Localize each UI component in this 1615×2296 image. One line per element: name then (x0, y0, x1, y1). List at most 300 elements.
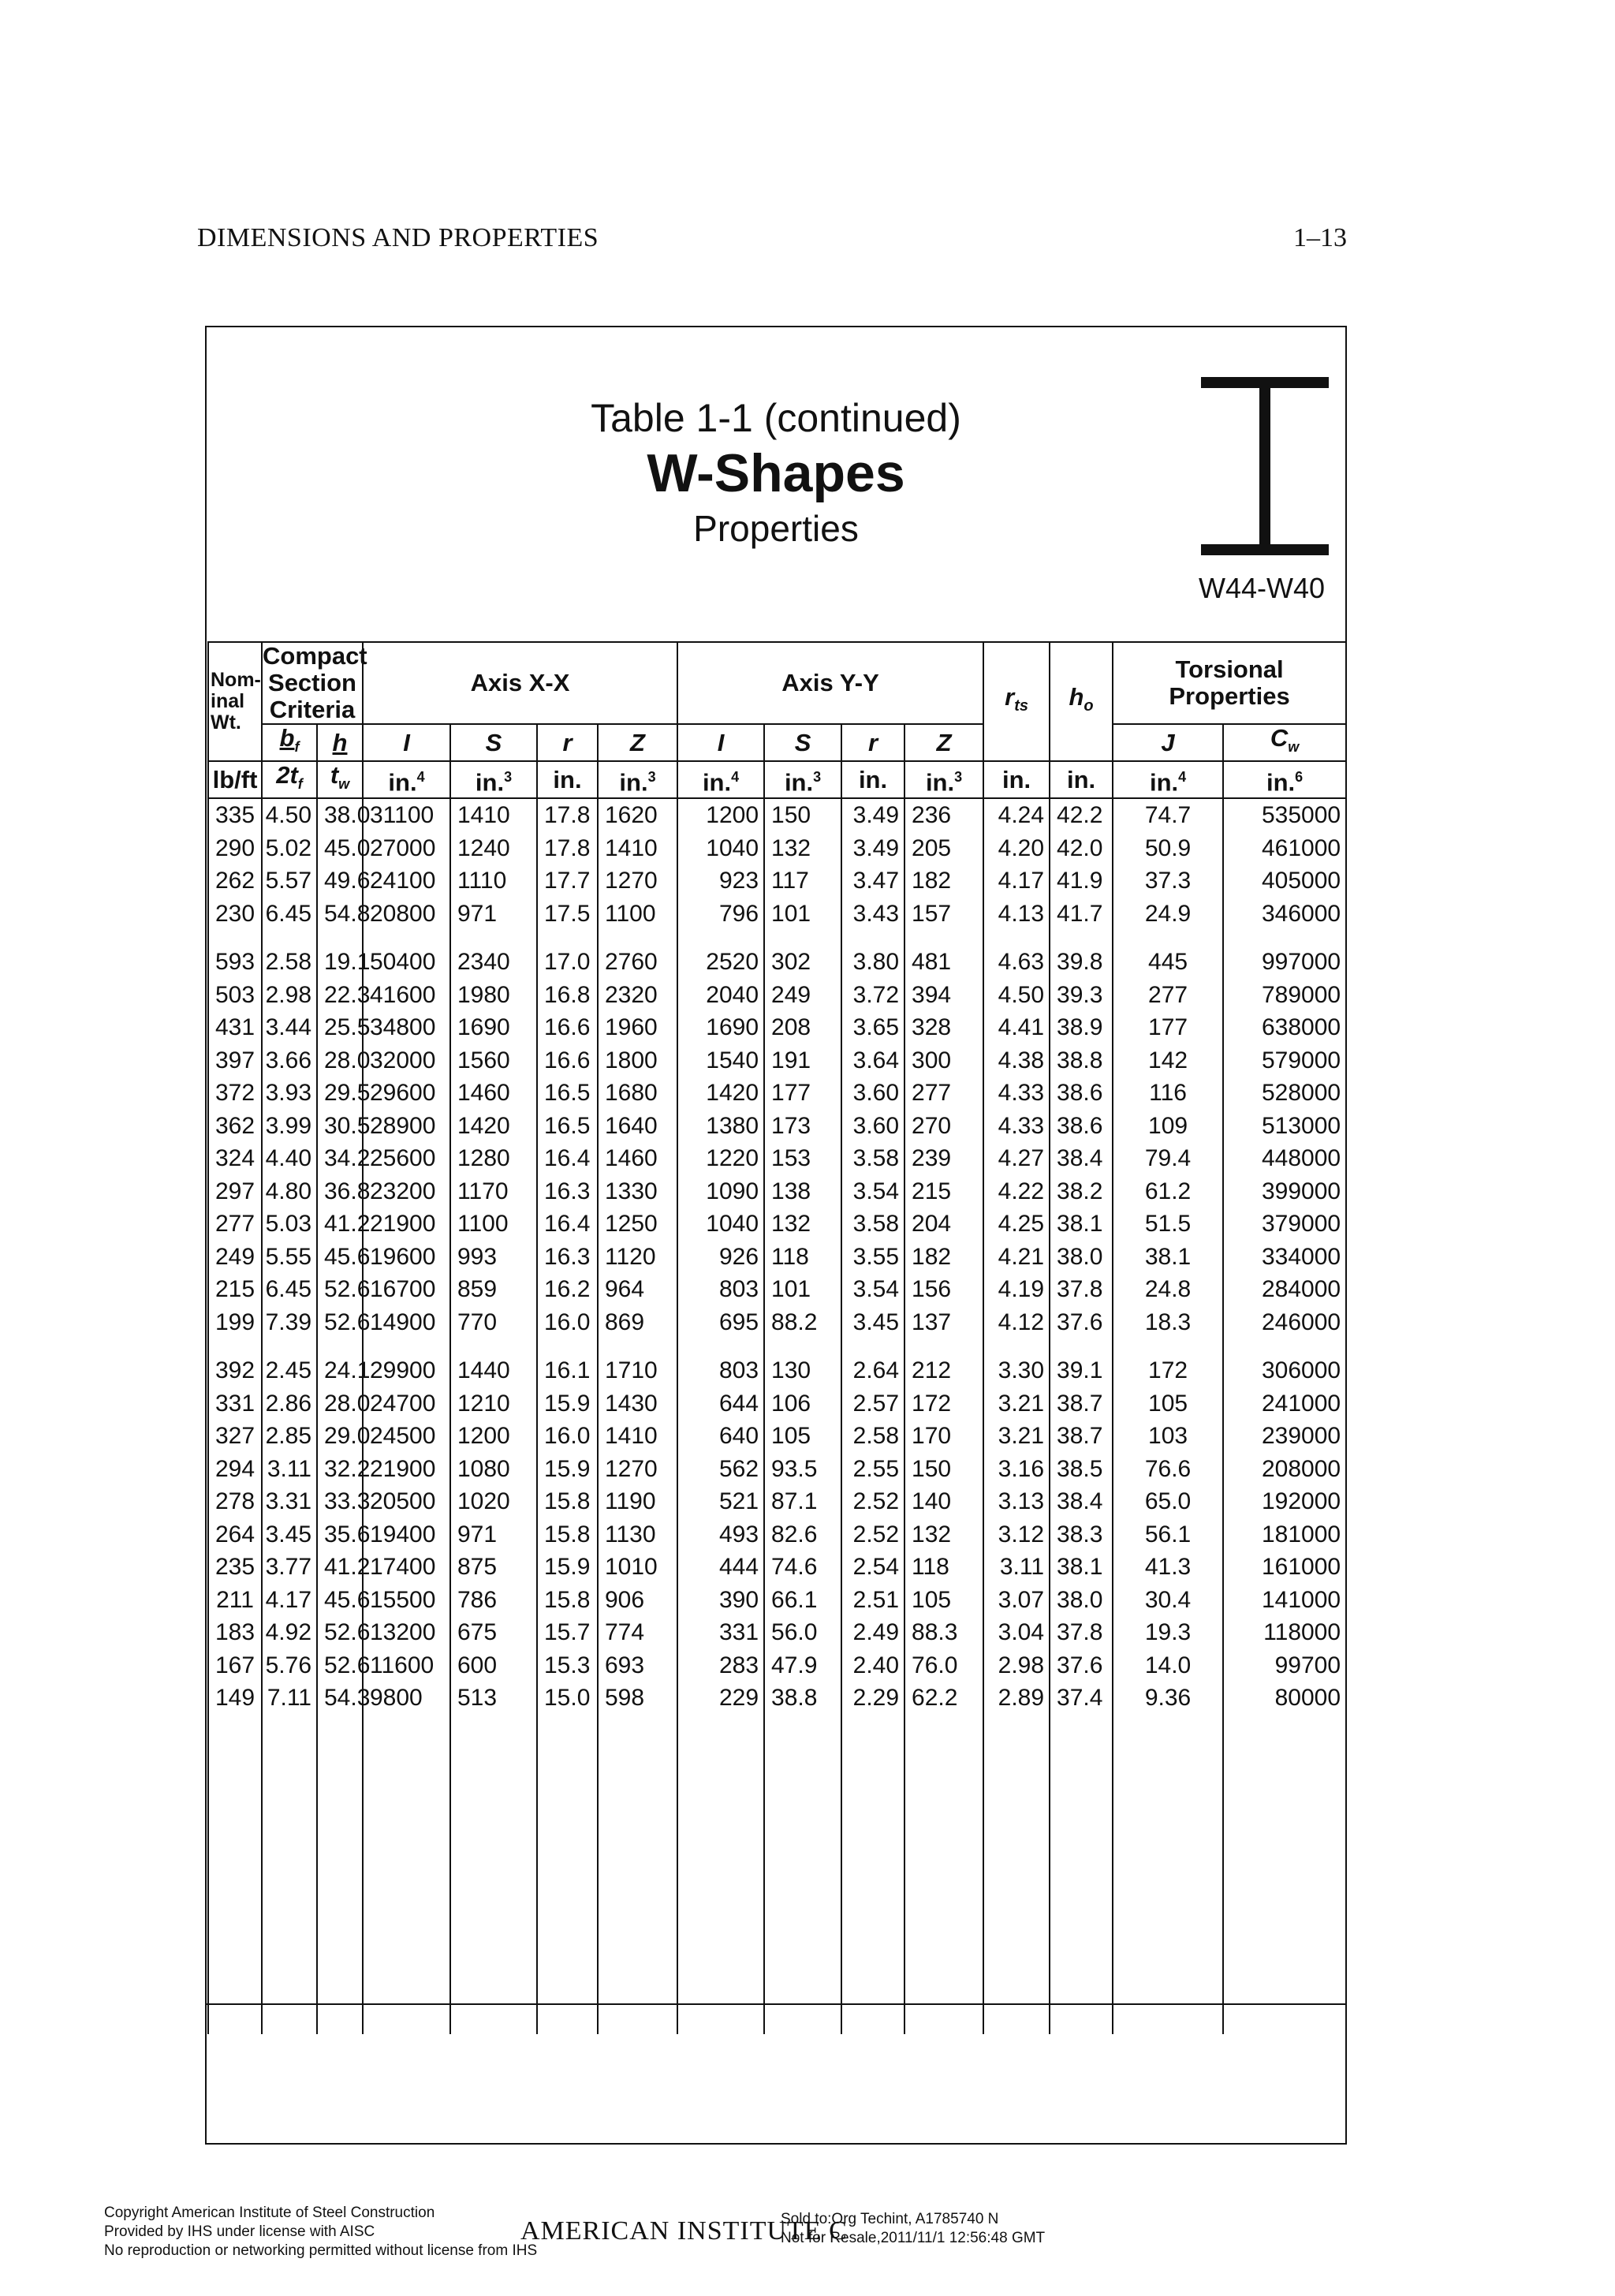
table-cell: 3.60 (841, 1077, 904, 1110)
table-cell: 132 (764, 1208, 841, 1241)
table-cell: 38.2 (1050, 1175, 1113, 1208)
table-cell: 324 (208, 1142, 262, 1175)
table-cell: 3.72 (841, 979, 904, 1012)
table-cell: 38.4 (1050, 1485, 1113, 1518)
table-row (208, 864, 1346, 898)
table-row (208, 1616, 1346, 1649)
table-cell: 106 (764, 1387, 841, 1421)
table-cell: 327 (208, 1420, 262, 1453)
table-cell: 21900 (363, 1208, 450, 1241)
table-cell: 335 (208, 798, 262, 832)
table-cell: 15.9 (537, 1551, 598, 1584)
table-cell: 1210 (450, 1387, 537, 1421)
table-cell: 38.0 (1050, 1584, 1113, 1617)
table-cell: 1430 (598, 1387, 677, 1421)
table-cell: 30.4 (1113, 1584, 1223, 1617)
table-cell: 3.21 (983, 1420, 1050, 1453)
table-cell: 796 (677, 898, 764, 931)
table-cell: 278 (208, 1485, 262, 1518)
table-cell: 277 (208, 1208, 262, 1241)
copyright-line: Provided by IHS under license with AISC (104, 2223, 375, 2240)
table-cell: 300 (904, 1044, 983, 1077)
table-cell: 173 (764, 1110, 841, 1143)
table-cell: 2.45 (262, 1354, 317, 1387)
table-row (208, 1110, 1346, 1143)
table-cell: 157 (904, 898, 983, 931)
table-cell: 971 (450, 898, 537, 931)
table-cell: 23200 (363, 1175, 450, 1208)
table-cell: 1090 (677, 1175, 764, 1208)
table-row (208, 1649, 1346, 1682)
table-cell: 2340 (450, 946, 537, 979)
table-cell: 150 (764, 798, 841, 832)
table-cell: 18.3 (1113, 1306, 1223, 1339)
table-cell: 379000 (1223, 1208, 1346, 1241)
table-row (208, 1044, 1346, 1077)
table-cell: 2520 (677, 946, 764, 979)
table-cell: 29900 (363, 1354, 450, 1387)
table-cell: 132 (904, 1518, 983, 1551)
table-cell: 1540 (677, 1044, 764, 1077)
table-cell: 204 (904, 1208, 983, 1241)
table-cell: 1240 (450, 832, 537, 865)
table-cell: 1980 (450, 979, 537, 1012)
table-cell: 76.6 (1113, 1453, 1223, 1486)
col-iy: I (677, 724, 764, 761)
table-cell: 4.92 (262, 1616, 317, 1649)
table-cell: 99700 (1223, 1649, 1346, 1682)
table-cell: 1010 (598, 1551, 677, 1584)
table-cell: 1460 (450, 1077, 537, 1110)
table-cell: 42.0 (1050, 832, 1113, 865)
table-title: W-Shapes (647, 443, 905, 503)
table-cell: 19400 (363, 1518, 450, 1551)
table-cell: 3.43 (841, 898, 904, 931)
table-cell: 521 (677, 1485, 764, 1518)
table-cell: 31100 (363, 798, 450, 832)
table-cell: 3.21 (983, 1387, 1050, 1421)
table-row (208, 1453, 1346, 1486)
table-cell: 137 (904, 1306, 983, 1339)
table-cell: 38.1 (1050, 1551, 1113, 1584)
table-row (208, 979, 1346, 1012)
table-cell: 444 (677, 1551, 764, 1584)
table-cell: 3.54 (841, 1273, 904, 1306)
sold-line: Not for Resale,2011/11/1 12:56:48 GMT (781, 2230, 1046, 2246)
table-row (208, 1584, 1346, 1617)
table-cell: 138 (764, 1175, 841, 1208)
unit-tw: $t_w$ (317, 761, 363, 798)
table-cell: 38.6 (1050, 1110, 1113, 1143)
w-shape-icon (1201, 377, 1329, 555)
table-cell: 4.33 (983, 1110, 1050, 1143)
table-cell: 37.8 (1050, 1616, 1113, 1649)
col-zx: Z (598, 724, 677, 761)
table-row (208, 1241, 1346, 1274)
table-cell: 39.8 (1050, 946, 1113, 979)
table-cell: 150 (904, 1453, 983, 1486)
table-cell: 4.50 (262, 798, 317, 832)
table-cell: 562 (677, 1453, 764, 1486)
table-cell: 1110 (450, 864, 537, 898)
table-cell: 24500 (363, 1420, 450, 1453)
table-cell: 1330 (598, 1175, 677, 1208)
col-compact-section: Compact Section Criteria (263, 642, 367, 723)
table-cell: 39.3 (1050, 979, 1113, 1012)
table-cell: 38.7 (1050, 1420, 1113, 1453)
table-cell: 1220 (677, 1142, 764, 1175)
table-row (208, 946, 1346, 979)
table-cell: 1040 (677, 1208, 764, 1241)
table-cell: 105 (904, 1584, 983, 1617)
table-cell: 32000 (363, 1044, 450, 1077)
table-cell: 1080 (450, 1453, 537, 1486)
shape-range: W44-W40 (1198, 572, 1326, 604)
table-cell: 230 (208, 898, 262, 931)
table-cell: 283 (677, 1649, 764, 1682)
table-cell: 22.3 (317, 979, 363, 1012)
table-cell: 38.4 (1050, 1142, 1113, 1175)
table-cell: 448000 (1223, 1142, 1346, 1175)
table-cell: 74.6 (764, 1551, 841, 1584)
table-cell: 192000 (1223, 1485, 1346, 1518)
table-cell: 2.58 (841, 1420, 904, 1453)
table-cell: 16.5 (537, 1077, 598, 1110)
table-row (208, 1208, 1346, 1241)
table-cell: 4.13 (983, 898, 1050, 931)
table-cell: 297 (208, 1175, 262, 1208)
table-cell: 277 (904, 1077, 983, 1110)
table-cell: 87.1 (764, 1485, 841, 1518)
table-title-block (205, 394, 1347, 552)
table-cell: 153 (764, 1142, 841, 1175)
unit-ry: in. (841, 761, 904, 798)
table-cell: 156 (904, 1273, 983, 1306)
col-axis-y: Axis Y-Y (677, 642, 983, 724)
col-cw: $C_w$ (1223, 724, 1346, 761)
table-cell: 93.5 (764, 1453, 841, 1486)
table-cell: 17.8 (537, 832, 598, 865)
table-cell: 117 (764, 864, 841, 898)
col-axis-x: Axis X-X (363, 642, 677, 724)
table-cell: 2.49 (841, 1616, 904, 1649)
col-ho: $h_o$ (1050, 642, 1113, 761)
table-cell: 16.0 (537, 1420, 598, 1453)
table-cell: 1100 (598, 898, 677, 931)
table-cell: 118 (904, 1551, 983, 1584)
unit-ix: in.$^4$ (363, 761, 450, 798)
table-cell: 1020 (450, 1485, 537, 1518)
table-cell: 5.76 (262, 1649, 317, 1682)
table-cell: 16.6 (537, 1011, 598, 1044)
table-cell: 390 (677, 1584, 764, 1617)
table-cell: 1200 (450, 1420, 537, 1453)
table-cell: 142 (1113, 1044, 1223, 1077)
table-cell: 19.1 (317, 946, 363, 979)
table-cell: 1680 (598, 1077, 677, 1110)
table-cell: 789000 (1223, 979, 1346, 1012)
copyright-line: No reproduction or networking permitted without license from IHS (104, 2242, 538, 2259)
table-cell: 6.45 (262, 1273, 317, 1306)
table-cell: 4.38 (983, 1044, 1050, 1077)
table-cell: 6.45 (262, 898, 317, 931)
table-cell: 3.47 (841, 864, 904, 898)
table-cell: 2.52 (841, 1518, 904, 1551)
table-cell: 101 (764, 898, 841, 931)
col-torsional: Torsional Properties (1113, 642, 1346, 724)
unit-lbft: lb/ft (208, 761, 262, 798)
table-footer-rule (205, 2003, 1347, 2005)
table-cell: 644 (677, 1387, 764, 1421)
table-cell: 2.58 (262, 946, 317, 979)
table-cell: 42.2 (1050, 798, 1113, 832)
table-cell: 118000 (1223, 1616, 1346, 1649)
table-cell: 640 (677, 1420, 764, 1453)
table-cell: 249 (764, 979, 841, 1012)
unit-ho: in. (1050, 761, 1113, 798)
table-row (208, 1518, 1346, 1551)
table-cell: 239000 (1223, 1420, 1346, 1453)
table-cell: 5.03 (262, 1208, 317, 1241)
table-cell: 2320 (598, 979, 677, 1012)
table-cell: 9800 (363, 1682, 450, 1715)
table-cell: 3.65 (841, 1011, 904, 1044)
table-cell: 1250 (598, 1208, 677, 1241)
table-cell: 14.0 (1113, 1649, 1223, 1682)
table-cell: 16.4 (537, 1142, 598, 1175)
col-rx: r (537, 724, 598, 761)
table-cell: 16.0 (537, 1306, 598, 1339)
table-cell: 208000 (1223, 1453, 1346, 1486)
table-cell: 306000 (1223, 1354, 1346, 1387)
running-header: DIMENSIONS AND PROPERTIES (197, 223, 599, 252)
table-cell: 3.04 (983, 1616, 1050, 1649)
table-cell: 15.8 (537, 1584, 598, 1617)
table-cell: 331 (677, 1616, 764, 1649)
table-cell: 50400 (363, 946, 450, 979)
table-cell: 1690 (450, 1011, 537, 1044)
table-cell: 30.5 (317, 1110, 363, 1143)
table-cell: 56.1 (1113, 1518, 1223, 1551)
table-cell: 80000 (1223, 1682, 1346, 1715)
table-cell: 461000 (1223, 832, 1346, 865)
table-cell: 215 (208, 1273, 262, 1306)
col-bf-2tf: $b_f$ (262, 724, 317, 761)
table-cell: 76.0 (904, 1649, 983, 1682)
table-number: Table 1-1 (continued) (591, 396, 961, 440)
table-cell: 52.6 (317, 1306, 363, 1339)
table-cell: 1270 (598, 864, 677, 898)
table-cell: 101 (764, 1273, 841, 1306)
table-cell: 37.4 (1050, 1682, 1113, 1715)
table-cell: 37.6 (1050, 1649, 1113, 1682)
table-cell: 294 (208, 1453, 262, 1486)
table-cell: 105 (1113, 1387, 1223, 1421)
table-cell: 1460 (598, 1142, 677, 1175)
table-cell: 1120 (598, 1241, 677, 1274)
table-cell: 1620 (598, 798, 677, 832)
table-cell: 1420 (450, 1110, 537, 1143)
table-cell: 50.9 (1113, 832, 1223, 865)
table-cell: 16.8 (537, 979, 598, 1012)
table-cell: 16.6 (537, 1044, 598, 1077)
table-cell: 528000 (1223, 1077, 1346, 1110)
table-cell: 1560 (450, 1044, 537, 1077)
table-cell: 211 (208, 1584, 262, 1617)
table-cell: 906 (598, 1584, 677, 1617)
table-cell: 397 (208, 1044, 262, 1077)
table-cell: 118 (764, 1241, 841, 1274)
table-cell: 38.6 (1050, 1077, 1113, 1110)
table-cell: 1440 (450, 1354, 537, 1387)
col-sy: S (764, 724, 841, 761)
table-cell: 38.0 (317, 798, 363, 832)
table-row (208, 1175, 1346, 1208)
table-cell: 172 (1113, 1354, 1223, 1387)
table-cell: 132 (764, 832, 841, 865)
table-cell: 346000 (1223, 898, 1346, 931)
table-row (208, 898, 1346, 931)
table-cell: 38.8 (764, 1682, 841, 1715)
table-cell: 38.9 (1050, 1011, 1113, 1044)
table-row (208, 1142, 1346, 1175)
table-cell: 3.49 (841, 832, 904, 865)
table-cell: 405000 (1223, 864, 1346, 898)
table-cell: 770 (450, 1306, 537, 1339)
table-cell: 3.58 (841, 1142, 904, 1175)
table-cell: 362 (208, 1110, 262, 1143)
unit-zy: in.$^3$ (904, 761, 983, 798)
table-cell: 28.0 (317, 1044, 363, 1077)
table-cell: 3.49 (841, 798, 904, 832)
table-cell: 49.6 (317, 864, 363, 898)
table-cell: 1710 (598, 1354, 677, 1387)
table-cell: 1200 (677, 798, 764, 832)
table-cell: 277 (1113, 979, 1223, 1012)
unit-cw: in.$^6$ (1223, 761, 1346, 798)
table-cell: 859 (450, 1273, 537, 1306)
table-cell: 593 (208, 946, 262, 979)
table-cell: 182 (904, 864, 983, 898)
table-cell: 183 (208, 1616, 262, 1649)
col-ix: I (363, 724, 450, 761)
table-cell: 971 (450, 1518, 537, 1551)
table-row (208, 1306, 1346, 1339)
col-sx: S (450, 724, 537, 761)
table-cell: 11600 (363, 1649, 450, 1682)
table-cell: 140 (904, 1485, 983, 1518)
table-row (208, 1682, 1346, 1715)
table-row (208, 832, 1346, 865)
table-cell: 2.89 (983, 1682, 1050, 1715)
table-cell: 37.8 (1050, 1273, 1113, 1306)
table-cell: 4.17 (983, 864, 1050, 898)
table-cell: 2.55 (841, 1453, 904, 1486)
table-cell: 15.3 (537, 1649, 598, 1682)
table-cell: 16.3 (537, 1175, 598, 1208)
table-cell: 16.4 (537, 1208, 598, 1241)
table-cell: 16.5 (537, 1110, 598, 1143)
copyright-line: Copyright American Institute of Steel Construction (104, 2205, 435, 2221)
table-cell: 41.2 (317, 1551, 363, 1584)
table-cell: 3.58 (841, 1208, 904, 1241)
table-cell: 15.8 (537, 1518, 598, 1551)
table-cell: 923 (677, 864, 764, 898)
table-body (208, 798, 1346, 2034)
table-cell: 16.3 (537, 1241, 598, 1274)
table-cell: 38.0 (1050, 1241, 1113, 1274)
table-cell: 20500 (363, 1485, 450, 1518)
table-cell: 4.80 (262, 1175, 317, 1208)
table-cell: 199 (208, 1306, 262, 1339)
table-cell: 15.9 (537, 1387, 598, 1421)
table-cell: 170 (904, 1420, 983, 1453)
table-cell: 481 (904, 946, 983, 979)
table-cell: 4.25 (983, 1208, 1050, 1241)
table-cell: 36.8 (317, 1175, 363, 1208)
table-cell: 41600 (363, 979, 450, 1012)
table-cell: 19600 (363, 1241, 450, 1274)
table-cell: 5.55 (262, 1241, 317, 1274)
table-cell: 38.7 (1050, 1387, 1113, 1421)
table-cell: 66.1 (764, 1584, 841, 1617)
group-spacer (208, 930, 1346, 946)
table-cell: 229 (677, 1682, 764, 1715)
table-cell: 1170 (450, 1175, 537, 1208)
table-cell: 4.17 (262, 1584, 317, 1617)
table-cell: 1690 (677, 1011, 764, 1044)
table-cell: 41.3 (1113, 1551, 1223, 1584)
table-cell: 205 (904, 832, 983, 865)
table-cell: 5.02 (262, 832, 317, 865)
table-cell: 37.3 (1113, 864, 1223, 898)
table-cell: 74.7 (1113, 798, 1223, 832)
table-cell: 2.51 (841, 1584, 904, 1617)
sold-line: Sold to:Org Techint, A1785740 N (781, 2211, 999, 2227)
table-cell: 21900 (363, 1453, 450, 1486)
table-cell: 116 (1113, 1077, 1223, 1110)
table-cell: 249 (208, 1241, 262, 1274)
table-cell: 926 (677, 1241, 764, 1274)
table-cell: 3.64 (841, 1044, 904, 1077)
unit-rts: in. (983, 761, 1050, 798)
table-cell: 17400 (363, 1551, 450, 1584)
table-cell: 3.93 (262, 1077, 317, 1110)
unit-sx: in.$^3$ (450, 761, 537, 798)
table-cell: 774 (598, 1616, 677, 1649)
table-empty-space (208, 1715, 1346, 2034)
table-cell: 149 (208, 1682, 262, 1715)
table-cell: 3.16 (983, 1453, 1050, 1486)
table-cell: 39.1 (1050, 1354, 1113, 1387)
table-cell: 693 (598, 1649, 677, 1682)
table-cell: 392 (208, 1354, 262, 1387)
table-cell: 3.13 (983, 1485, 1050, 1518)
table-cell: 3.07 (983, 1584, 1050, 1617)
table-cell: 803 (677, 1273, 764, 1306)
table-cell: 16.1 (537, 1354, 598, 1387)
table-cell: 56.0 (764, 1616, 841, 1649)
table-cell: 875 (450, 1551, 537, 1584)
table-cell: 3.11 (983, 1551, 1050, 1584)
table-cell: 29600 (363, 1077, 450, 1110)
table-cell: 3.99 (262, 1110, 317, 1143)
table-cell: 1280 (450, 1142, 537, 1175)
table-cell: 399000 (1223, 1175, 1346, 1208)
table-cell: 235 (208, 1551, 262, 1584)
table-cell: 675 (450, 1616, 537, 1649)
table-cell: 17.8 (537, 798, 598, 832)
